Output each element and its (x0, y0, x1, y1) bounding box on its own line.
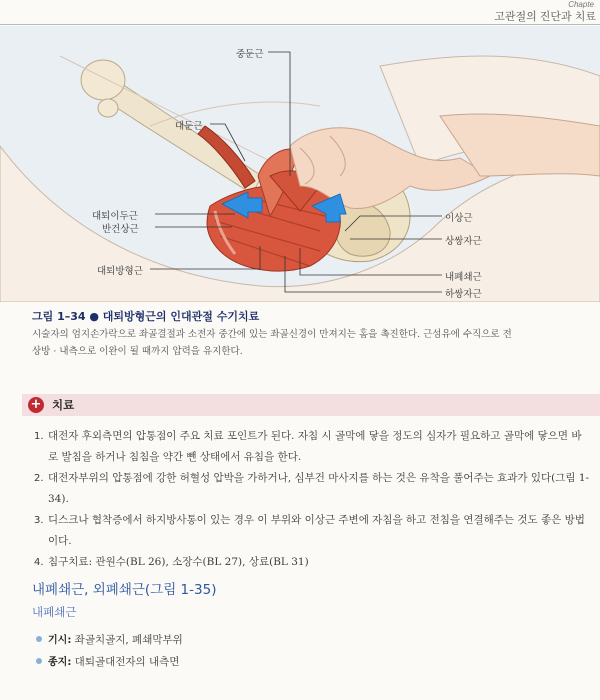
list-item (34, 468, 590, 510)
bullet-dot-icon (36, 658, 42, 664)
bullet-item-insertion (36, 653, 179, 669)
list-item (34, 510, 590, 552)
label-semitendinosus: 반건상근 (102, 224, 139, 235)
label-obturator-internus: 내폐쇄근 (445, 272, 482, 283)
bullet-label: 기시: (48, 635, 72, 646)
list-item-number: 2. (34, 473, 44, 484)
treatment-box (22, 394, 600, 416)
chapter-label: Chapte (568, 0, 594, 9)
caption-line-1: 시술자의 엄지손가락으로 좌골결절과 소전자 중간에 있는 좌골신경이 만져지는 홈을 촉진한다. 근섬유에 수직으로 전 (32, 329, 512, 340)
label-gemellus-superior: 상쌍자근 (445, 236, 482, 247)
bullet-item-origin (36, 631, 183, 647)
treatment-list (34, 426, 590, 573)
list-item-text: 디스크나 협착증에서 하지방사통이 있는 경우 이 부위와 이상근 주변에 자침을 하고 전침을 연결해주는 것도 좋은 방법이다. (48, 514, 585, 547)
page-header (0, 0, 600, 25)
label-gluteus-medius: 중둔근 (236, 49, 264, 60)
section-subtitle: 내폐쇄근 (32, 605, 77, 619)
figure-caption-text (32, 326, 588, 360)
list-item-text: 대전자부위의 압통점에 강한 허혈성 압박을 가하거나, 심부건 마사지를 하는 것은 유착을 풀어주는 효과가 있다(그림 1-34). (48, 472, 590, 505)
bullet-text: 대퇴골대전자의 내측면 (74, 656, 180, 668)
list-item-text: 침구치료: 관원수(BL 26), 소장수(BL 27), 상료(BL 31) (48, 556, 309, 568)
plus-icon: + (28, 397, 44, 413)
list-item-number: 3. (34, 515, 44, 526)
treatment-title: 치료 (52, 398, 75, 412)
figure-illustration (0, 26, 600, 302)
anatomy-figure (0, 26, 600, 302)
list-item (34, 552, 590, 573)
bullet-dot-icon (36, 636, 42, 642)
running-title: 고관절의 진단과 치료 (494, 11, 596, 23)
label-piriformis: 이상근 (445, 213, 473, 224)
figure-caption-title: 그림 1–34 ● 대퇴방형근의 인대관절 수기치료 (32, 310, 260, 323)
bullet-text: 좌골치골지, 폐쇄막부위 (74, 634, 183, 646)
label-gemellus-inferior: 하쌍자근 (445, 289, 482, 300)
section-title: 내폐쇄근, 외폐쇄근(그림 1-35) (32, 582, 217, 598)
caption-line-2: 상방 · 내측으로 이완이 될 때까지 압력을 유지한다. (32, 346, 243, 357)
label-gluteus-maximus: 대둔근 (175, 121, 203, 132)
list-item-number: 1. (34, 431, 44, 442)
label-quadratus-femoris: 대퇴방형근 (97, 266, 143, 277)
list-item (34, 426, 590, 468)
list-item-number: 4. (34, 557, 44, 568)
list-item-text: 대전자 후외측면의 압통점이 주요 치료 포인트가 된다. 자침 시 골막에 닿을 정도의 심자가 필요하고 골막에 닿으면 바로 발침을 하거나 침침을 약간 뺀 상태에서 유침을 한다. (48, 430, 582, 463)
label-biceps-femoris: 대퇴이두근 (92, 211, 138, 222)
bullet-label: 종지: (48, 657, 72, 668)
